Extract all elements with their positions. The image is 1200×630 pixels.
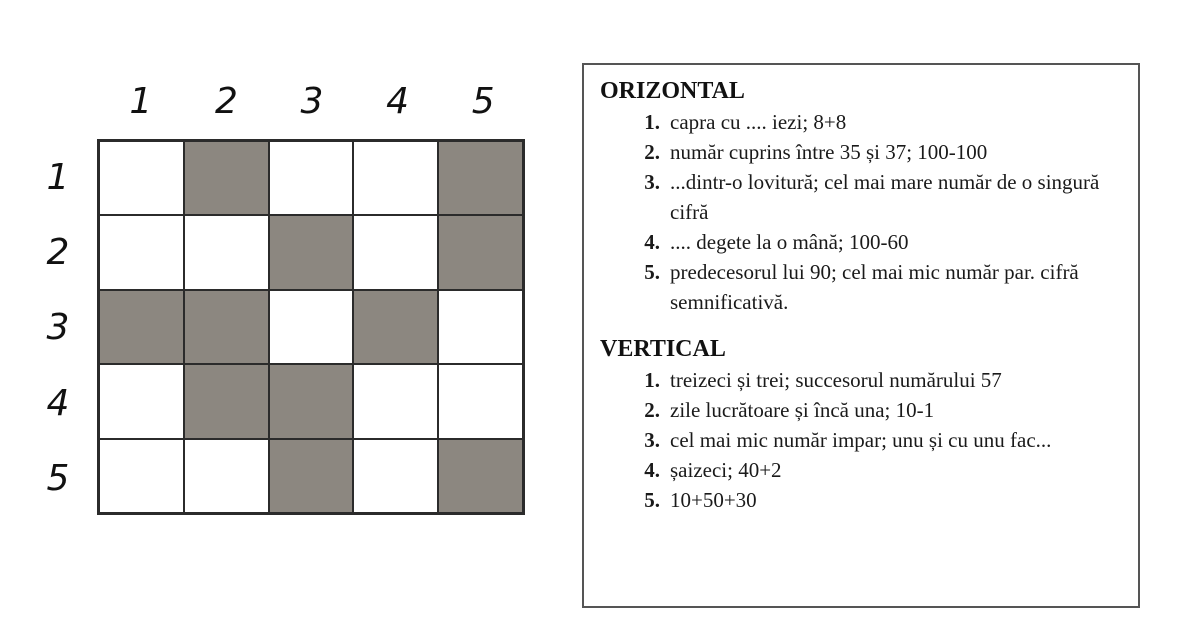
clue-number: 4. xyxy=(644,458,660,482)
empty-cell[interactable] xyxy=(438,364,523,438)
clue-text: cel mai mic număr impar; unu și cu unu fac... xyxy=(670,428,1052,452)
row-number-3: 3 xyxy=(46,307,70,349)
empty-cell[interactable] xyxy=(353,141,438,215)
row-number-4: 4 xyxy=(46,382,70,424)
clue-text: ...dintr-o lovitură; cel mai mare număr de o singură cifră xyxy=(670,170,1100,224)
clue-text: 10+50+30 xyxy=(670,488,757,512)
clue-number: 3. xyxy=(644,170,660,194)
empty-cell[interactable] xyxy=(184,215,269,289)
shaded-cell xyxy=(353,290,438,364)
shaded-cell xyxy=(438,215,523,289)
shaded-cell xyxy=(184,290,269,364)
clue-text: șaizeci; 40+2 xyxy=(670,458,782,482)
column-number-4: 4 xyxy=(386,81,410,122)
clue-number: 2. xyxy=(644,398,660,422)
horizontal-clue xyxy=(600,167,1122,227)
clue-number: 1. xyxy=(644,368,660,392)
vertical-clue xyxy=(600,455,1122,485)
horizontal-clue xyxy=(600,137,1122,167)
row-numbers xyxy=(32,140,84,516)
clue-number: 5. xyxy=(644,260,660,284)
empty-cell[interactable] xyxy=(353,364,438,438)
clue-text: zile lucrătoare și încă una; 10-1 xyxy=(670,398,935,422)
horizontal-title: ORIZONTAL xyxy=(600,78,745,104)
empty-cell[interactable] xyxy=(353,215,438,289)
empty-cell[interactable] xyxy=(99,364,184,438)
shaded-cell xyxy=(184,141,269,215)
vertical-clue xyxy=(600,485,1122,515)
row-number-2: 2 xyxy=(46,232,70,274)
vertical-clue-list xyxy=(600,365,1122,515)
row-number-5: 5 xyxy=(46,457,70,499)
shaded-cell xyxy=(269,215,354,289)
row-number-1: 1 xyxy=(46,157,70,199)
empty-cell[interactable] xyxy=(184,439,269,513)
column-number-5: 5 xyxy=(471,81,495,122)
empty-cell[interactable] xyxy=(99,215,184,289)
empty-cell[interactable] xyxy=(438,290,523,364)
vertical-clue xyxy=(600,425,1122,455)
clue-text: treizeci și trei; succesorul numărului 57 xyxy=(670,368,1002,392)
shaded-cell xyxy=(269,364,354,438)
horizontal-clue xyxy=(600,227,1122,257)
vertical-title: VERTICAL xyxy=(600,336,726,362)
clue-text: capra cu .... iezi; 8+8 xyxy=(670,110,847,134)
clues-panel xyxy=(582,63,1140,608)
column-numbers xyxy=(98,78,526,126)
crossword-grid xyxy=(97,139,525,515)
shaded-cell xyxy=(438,141,523,215)
empty-cell[interactable] xyxy=(269,290,354,364)
clue-text: predecesorul lui 90; cel mai mic număr par. cifră semnificativă. xyxy=(670,260,1079,314)
vertical-clue xyxy=(600,365,1122,395)
shaded-cell xyxy=(99,290,184,364)
column-number-1: 1 xyxy=(129,81,153,122)
shaded-cell xyxy=(184,364,269,438)
horizontal-clue xyxy=(600,257,1122,317)
empty-cell[interactable] xyxy=(99,439,184,513)
clue-number: 4. xyxy=(644,230,660,254)
clue-number: 3. xyxy=(644,428,660,452)
column-number-2: 2 xyxy=(214,81,238,122)
column-number-3: 3 xyxy=(300,81,324,122)
empty-cell[interactable] xyxy=(269,141,354,215)
empty-cell[interactable] xyxy=(353,439,438,513)
horizontal-clue-list xyxy=(600,107,1122,317)
clue-number: 5. xyxy=(644,488,660,512)
empty-cell[interactable] xyxy=(99,141,184,215)
horizontal-clue xyxy=(600,107,1122,137)
shaded-cell xyxy=(438,439,523,513)
clue-number: 2. xyxy=(644,140,660,164)
vertical-clue xyxy=(600,395,1122,425)
clue-number: 1. xyxy=(644,110,660,134)
clue-text: .... degete la o mână; 100-60 xyxy=(670,230,909,254)
clue-text: număr cuprins între 35 și 37; 100-100 xyxy=(670,140,988,164)
shaded-cell xyxy=(269,439,354,513)
